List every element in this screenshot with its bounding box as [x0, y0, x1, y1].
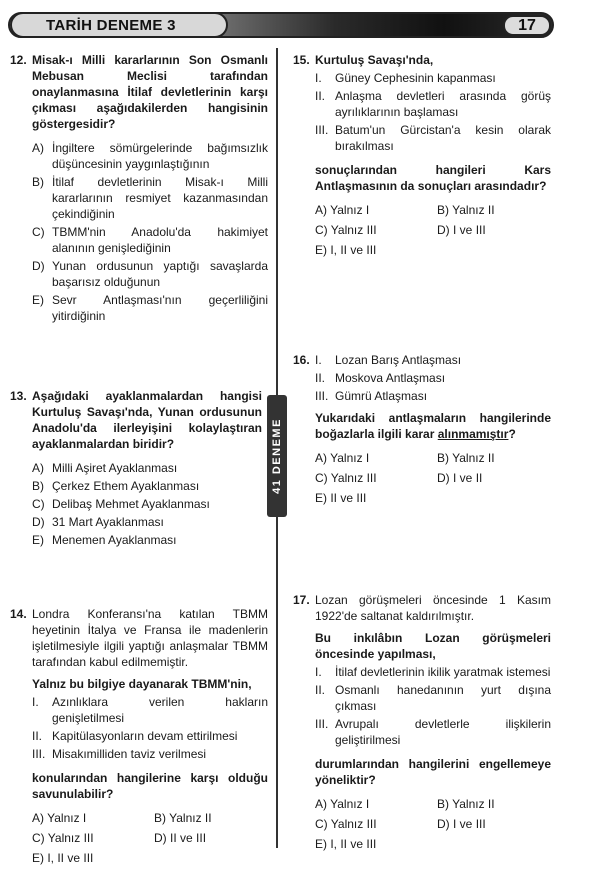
- option-c[interactable]: [32, 496, 262, 512]
- option-e[interactable]: [32, 292, 268, 324]
- option-key: C): [315, 223, 328, 237]
- option-b[interactable]: [437, 796, 559, 812]
- roman-text: Gümrü Atlaşması: [335, 389, 428, 403]
- question-number: 12.: [10, 53, 27, 67]
- option-text: Yalnız I: [330, 451, 370, 465]
- roman-text: Azınlıklara verilen hakların genişletilmesi: [52, 695, 268, 725]
- page-number: [503, 15, 551, 36]
- question-number: 14.: [10, 607, 27, 621]
- roman-text: Batum'un Gürcistan'a kesin olarak bırakılması: [335, 123, 551, 153]
- option-key: E): [315, 243, 327, 257]
- roman-text: Misakımilliden taviz verilmesi: [52, 747, 207, 761]
- question-number: 15.: [293, 53, 310, 67]
- roman-item: [315, 664, 551, 680]
- roman-text: Osmanlı hanedanının yurt dışına çıkması: [335, 683, 551, 713]
- option-key: E): [315, 837, 327, 851]
- option-text: TBMM'nin Anadolu'da hakimiyet alanının genişlediğinin: [52, 225, 268, 255]
- roman-key: III.: [315, 123, 329, 137]
- roman-key: II.: [315, 89, 326, 103]
- option-key: A): [315, 797, 327, 811]
- question-17: [293, 592, 551, 852]
- question-prompt: [293, 410, 551, 442]
- option-a[interactable]: [315, 202, 437, 218]
- option-b[interactable]: [32, 478, 262, 494]
- option-e[interactable]: [32, 850, 154, 866]
- option-key: D): [32, 259, 45, 273]
- option-text: İtilaf devletlerinin Misak-ı Milli kararlarının resmiyet kazanmasından çekindiğinin: [52, 175, 268, 221]
- option-text: Menemen Ayaklanması: [52, 533, 177, 547]
- option-c[interactable]: [315, 816, 437, 832]
- option-b[interactable]: [437, 202, 559, 218]
- question-prompt-text: Yukarıdaki antlaşmaların hangilerinde boğazlarla ilgili karar: [315, 411, 551, 441]
- question-mark: ?: [508, 427, 516, 441]
- option-c[interactable]: [315, 222, 437, 238]
- option-key: B): [32, 479, 44, 493]
- option-text: İngiltere sömürgelerinde bağımsızlık düşüncesinin yaygınlaştığının: [52, 141, 268, 171]
- roman-key: III.: [315, 389, 329, 403]
- option-d[interactable]: [437, 816, 559, 832]
- option-key: C): [315, 471, 328, 485]
- option-key: C): [32, 831, 45, 845]
- option-text: I ve II: [453, 471, 483, 485]
- roman-item: [315, 682, 551, 714]
- side-tab-label: 41 DENEME: [271, 418, 284, 494]
- roman-text: Moskova Antlaşması: [335, 371, 446, 385]
- option-text: I, II ve III: [330, 243, 377, 257]
- option-c[interactable]: [315, 470, 437, 486]
- option-a[interactable]: [32, 460, 262, 476]
- question-lead: Yalnız bu bilgiye dayanarak TBMM'nin,: [32, 677, 252, 691]
- option-text: Delibaş Mehmet Ayaklanması: [52, 497, 210, 511]
- option-key: D): [437, 223, 450, 237]
- option-text: Yalnız II: [452, 451, 495, 465]
- question-number: 17.: [293, 593, 310, 607]
- roman-key: II.: [315, 371, 326, 385]
- question-prompt: sonuçlarından hangileri Kars Antlaşmasının da sonuçları arasındadır?: [315, 163, 551, 193]
- roman-item: [315, 122, 551, 154]
- option-text: Yalnız III: [47, 831, 94, 845]
- question-prompt: konularından hangilerine karşı olduğu savunulabilir?: [32, 771, 268, 801]
- roman-text: Kapitülasyonların devam ettirilmesi: [52, 729, 238, 743]
- option-key: C): [32, 497, 45, 511]
- question-number: 16.: [293, 353, 310, 367]
- roman-item: [315, 716, 551, 748]
- roman-text: İtilaf devletlerinin ikilik yaratmak istemesi: [335, 665, 551, 679]
- option-text: Milli Aşiret Ayaklanması: [52, 461, 178, 475]
- option-text: Yalnız II: [452, 203, 495, 217]
- option-key: E): [315, 491, 327, 505]
- option-text: I ve III: [453, 817, 486, 831]
- option-key: A): [32, 811, 44, 825]
- option-text: Yalnız I: [47, 811, 87, 825]
- option-text: Yalnız II: [452, 797, 495, 811]
- option-d[interactable]: [437, 470, 559, 486]
- option-key: D): [154, 831, 167, 845]
- option-text: Çerkez Ethem Ayaklanması: [52, 479, 200, 493]
- option-key: B): [437, 203, 449, 217]
- page-number-text: 17: [518, 16, 536, 34]
- roman-key: I.: [32, 695, 39, 709]
- option-key: A): [315, 451, 327, 465]
- roman-item: [315, 352, 551, 368]
- option-e[interactable]: [315, 836, 437, 852]
- option-d[interactable]: [32, 514, 262, 530]
- option-b[interactable]: [32, 174, 268, 222]
- option-text: Yalnız I: [330, 203, 370, 217]
- option-text: I, II ve III: [47, 851, 94, 865]
- question-number: 13.: [10, 389, 27, 403]
- option-a[interactable]: [32, 810, 154, 826]
- question-stem: Aşağıdaki ayaklanmalardan hangisi Kurtuluş Savaşı'nda, Yunan ordusunun Anadolu'da ilerleyişini kolaylaştıran ayaklanmalardan biridir?: [32, 389, 262, 451]
- option-key: D): [437, 471, 450, 485]
- roman-key: I.: [315, 353, 322, 367]
- roman-item: [315, 370, 551, 386]
- option-b[interactable]: [437, 450, 559, 466]
- roman-item: [32, 728, 268, 744]
- option-text: Sevr Antlaşması'nın geçerliliğini yitirdiğinin: [52, 293, 268, 323]
- roman-item: [32, 694, 268, 726]
- question-16: [293, 352, 551, 506]
- option-c[interactable]: [32, 830, 154, 846]
- option-text: Yunan ordusunun yaptığı savaşlarda başarısız olduğunun: [52, 259, 268, 289]
- option-key: A): [315, 203, 327, 217]
- option-a[interactable]: [32, 140, 268, 172]
- roman-item: [32, 746, 268, 762]
- option-a[interactable]: [315, 450, 437, 466]
- roman-item: [315, 70, 551, 86]
- question-15: [293, 52, 551, 258]
- roman-key: II.: [315, 683, 326, 697]
- option-key: D): [437, 817, 450, 831]
- question-stem: Lozan görüşmeleri öncesinde 1 Kasım 1922'de saltanat kaldırılmıştır.: [315, 593, 551, 623]
- option-key: B): [154, 811, 166, 825]
- option-key: B): [437, 797, 449, 811]
- option-key: E): [32, 851, 44, 865]
- option-text: Yalnız III: [330, 471, 377, 485]
- roman-key: II.: [32, 729, 43, 743]
- page-title: [10, 12, 228, 38]
- question-emphasis: alınmamıştır: [437, 427, 509, 441]
- option-key: C): [315, 817, 328, 831]
- option-key: B): [32, 175, 44, 189]
- roman-item: [315, 388, 551, 404]
- option-key: E): [32, 293, 44, 307]
- option-key: B): [437, 451, 449, 465]
- option-d[interactable]: [154, 830, 276, 846]
- option-text: I ve III: [453, 223, 486, 237]
- option-text: I, II ve III: [330, 837, 377, 851]
- option-text: Yalnız III: [330, 223, 377, 237]
- option-key: D): [32, 515, 45, 529]
- question-lead: Bu inkılâbın Lozan görüşmeleri öncesinde yapılması,: [315, 631, 551, 661]
- roman-text: Lozan Barış Antlaşması: [335, 353, 462, 367]
- roman-text: Anlaşma devletleri arasında görüş ayrılıklarının başlaması: [335, 89, 551, 119]
- roman-text: Avrupalı devletlerle ilişkilerin geliştirilmesi: [335, 717, 551, 747]
- question-stem: Kurtuluş Savaşı'nda,: [315, 53, 434, 67]
- option-text: Yalnız III: [330, 817, 377, 831]
- option-text: Yalnız I: [330, 797, 370, 811]
- roman-text: Güney Cephesinin kapanması: [335, 71, 496, 85]
- question-13: [10, 388, 262, 548]
- option-d[interactable]: [437, 222, 559, 238]
- question-stem: Londra Konferansı'na katılan TBMM heyetinin İtalya ve Fransa ile madenlerin işletilmesiyle ilgili yaptığı anlaşmalar TBMM tarafından kabul edilmemiştir.: [32, 607, 268, 669]
- option-b[interactable]: [154, 810, 276, 826]
- option-text: II ve III: [330, 491, 367, 505]
- option-e[interactable]: [32, 532, 262, 548]
- roman-key: I.: [315, 665, 322, 679]
- roman-item: [315, 88, 551, 120]
- option-e[interactable]: [315, 242, 437, 258]
- option-text: 31 Mart Ayaklanması: [52, 515, 164, 529]
- roman-key: I.: [315, 71, 322, 85]
- option-c[interactable]: [32, 224, 268, 256]
- roman-key: III.: [315, 717, 329, 731]
- question-prompt: durumlarından hangilerini engellemeye yöneliktir?: [315, 757, 551, 787]
- roman-key: III.: [32, 747, 46, 761]
- question-12: [10, 52, 268, 324]
- question-14: [10, 606, 268, 866]
- option-key: C): [32, 225, 45, 239]
- option-key: E): [32, 533, 44, 547]
- option-e[interactable]: [315, 490, 437, 506]
- option-key: A): [32, 141, 44, 155]
- side-tab: [267, 395, 287, 517]
- option-a[interactable]: [315, 796, 437, 812]
- option-text: Yalnız II: [169, 811, 212, 825]
- option-key: A): [32, 461, 44, 475]
- option-d[interactable]: [32, 258, 268, 290]
- option-text: II ve III: [170, 831, 207, 845]
- question-stem: Misak-ı Milli kararlarının Son Osmanlı Mebusan Meclisi tarafından onaylanmasına İtilaf devletlerinin karşı çıkması aşağıdakilerden hangisinin göstergesidir?: [32, 53, 268, 131]
- page-title-text: TARİH DENEME 3: [46, 16, 176, 34]
